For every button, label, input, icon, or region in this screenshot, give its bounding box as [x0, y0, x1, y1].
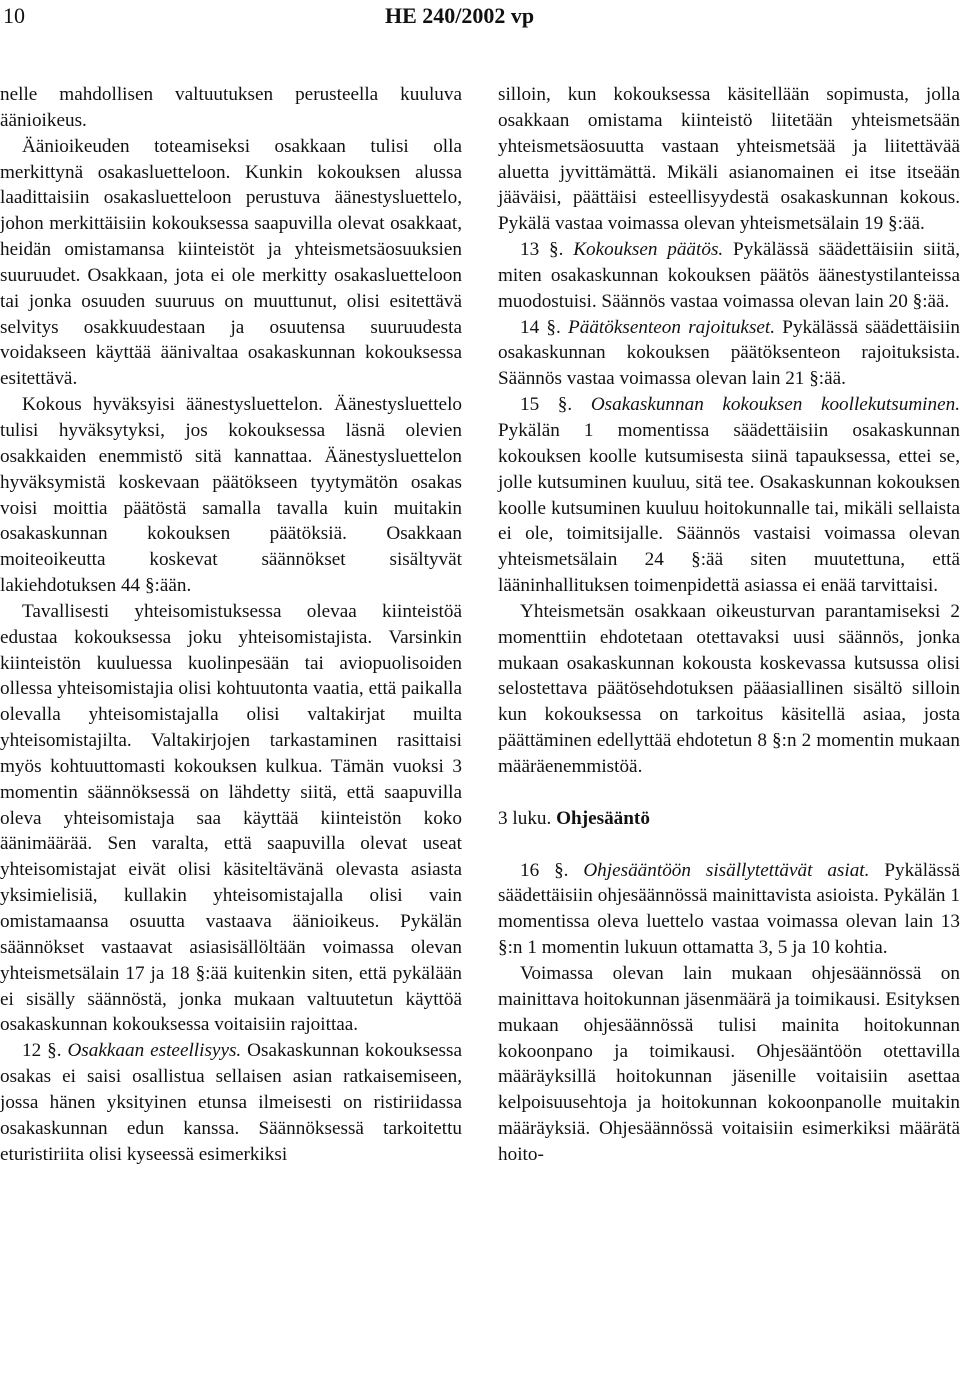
paragraph: Voimassa olevan lain mukaan ohjesäännössä on mainittava hoitokunnan jäsenmäärä ja toimikausi. Esityksen mukaan ohjesäännössä tulisi mainita hoitokunnan kokoonpano ja toimikausi. Ohjesääntöön otettavilla määräyksillä hoitokunnan jäsenille voitaisiin asettaa kelpoisuusehtoja ja hoitokunnan kokoonpanolle muitakin määräyksiä. Ohjesäännössä voitaisiin esimerkiksi määrätä hoito- [498, 963, 960, 1165]
section-title: Osakaskunnan kokouksen koollekutsuminen. [590, 394, 960, 416]
paragraph: Yhteismetsän osakkaan oikeusturvan parantamiseksi 2 momenttiin ehdotetaan otettavaksi uusi säännös, jonka mukaan osakaskunnan kokousta koskevassa kutsussa olisi selostettava päätösehdotuksen pääasiallinen sisältö silloin kun kokouksessa on tarkoitus käsitellä asiaa, josta päättäminen edellyttää ehdotetun 8 §:n 2 momentin mukaan määräenemmistöä. [498, 600, 960, 777]
chapter-heading [498, 806, 960, 832]
section-13-paragraph [498, 237, 960, 315]
paragraph: silloin, kun kokouksessa käsitellään sopimusta, jolla osakkaan omistama kiinteistö liitetään yhteismetsään yhteismetsäosuutta vastaan yhteismetsää ja liitettävää aluetta jyvittämättä. Mikäli asianomainen ei itse itseään jääväisi, päättäisi esteellisyydestä osakaskunnan kokous. Pykälä vastaa voimassa olevan yhteismetsälain 19 §:ää. [498, 84, 960, 235]
paragraph: Tavallisesti yhteisomistuksessa olevaa kiinteistöä edustaa kokouksessa joku yhteisomistajista. Varsinkin kiinteistön kuuluessa kuolinpesään tai aviopuolisoiden ollessa yhteisomistajia olisi kohtuutonta vaatia, että paikalla olevalla yhteisomistajalla olisi valtakirjat muilta yhteisomistajilta. Valtakirjojen tarkastaminen rasittaisi myös kohtuuttomasti kokouksen kulkua. Tämän vuoksi 3 momentin säännöksessä on lähdetty siitä, että saapuvilla oleva yhteisomistaja saa käyttää kiinteistön koko äänimäärää. Sen varalta, että saapuvilla olevat useat yhteisomistajat eivät olisi käsiteltävänä olevasta asiasta yksimielisiä, kullakin yhteisomistajalla olisi vain omistamaansa osuutta vastaava äänioikeus. Pykälän säännökset vastaavat asiasisällöltään voimassa olevan yhteismetsälain 17 ja 18 §:ää kuitenkin siten, että pykälään ei sisälly säännöstä, jonka mukaan valtuutetun käyttöä osakaskunnan kokouksessa voitaisiin rajoittaa. [0, 600, 462, 1036]
paragraph: Kokous hyväksyisi äänestysluettelon. Äänestysluettelo tulisi hyväksytyksi, jos kokouksessa läsnä olevien osakkaiden enemmistö sitä kannattaa. Äänestysluettelon hyväksymistä koskevaan päätökseen tyytymätön osakas voisi moittia päätöstä samalla tavalla kuin muitakin osakaskunnan kokouksen päätöksiä. Osakkaan moiteoikeutta koskevat säännökset sisältyvät lakiehdotuksen 44 §:ään. [0, 394, 462, 597]
section-text: Pykälässä säädettäisiin siitä, miten osakaskunnan kokouksen päätös äänestystilanteissa muodostuisi. Säännös vastaa voimassa olevan lain 20 §:ää. [498, 239, 960, 312]
section-text: Pykälän 1 momentissa säädettäisiin osakaskunnan kokouksen koolle kutsumisesta siinä tapauksessa, ettei se, jolle kutsuminen kuuluu, sitä tee. Osakaskunnan kokouksen koolle kutsuminen kuuluu hoitokunnalle tai, mikäli sellaista ei ole, toimitsijalle. Säännös vastaisi voimassa olevan yhteismetsälain 24 §:ää siten muutettuna, että lääninhallituksen toimenpidettä asiassa ei enää tarvittaisi. [498, 419, 960, 597]
page-number: 10 [3, 3, 25, 28]
chapter-number: 3 luku. [498, 807, 552, 829]
left-column [0, 82, 462, 1167]
section-number: 15 §. [520, 394, 573, 416]
section-title: Ohjesääntöön sisällytettävät asiat. [583, 859, 870, 881]
section-15-paragraph [498, 392, 960, 599]
section-text: Pykälässä säädettäisiin ohjesäännössä mainittavista asioista. Pykälän 1 momentissa oleva luettelo vastaa voimassa olevan lain 13 §:n 1 momentin lukuun ottamatta 3, 5 ja 10 kohtia. [498, 859, 960, 959]
section-text: Pykälässä säädettäisiin osakaskunnan kokouksen päätöksenteon rajoituksista. Säännös vastaa voimassa olevan lain 21 §:ää. [498, 316, 960, 390]
section-title: Päätöksenteon rajoitukset. [568, 316, 776, 338]
section-title: Kokouksen päätös. [573, 239, 724, 261]
chapter-title: Ohjesääntö [556, 807, 650, 829]
section-text: Osakaskunnan kokouksessa osakas ei saisi osallistua sellaisen asian ratkaisemiseen, jossa hänen yksityinen etunsa ilmeisesti on ristiriidassa osakaskunnan edun kanssa. Säännöksessä tarkoitettu eturistiriita olisi kyseessä esimerkiksi [0, 1040, 463, 1165]
section-number: 14 §. [520, 316, 561, 338]
section-14-paragraph [498, 315, 960, 393]
section-12-paragraph [0, 1038, 462, 1167]
page-header [0, 0, 960, 40]
section-number: 12 §. [22, 1040, 62, 1062]
paragraph: nelle mahdollisen valtuutuksen perusteella kuuluva äänioikeus. [0, 84, 462, 131]
section-16-paragraph [498, 858, 960, 961]
section-number: 13 §. [520, 239, 564, 261]
section-title: Osakkaan esteellisyys. [67, 1040, 242, 1062]
right-column [498, 82, 960, 1168]
paragraph: Äänioikeuden toteamiseksi osakkaan tulisi olla merkittynä osakasluetteloon. Kunkin kokouksen alussa laadittaisiin osakasluetteloon perustuva äänestysluettelo, johon merkittäisiin kokouksessa saapuvilla olevat osakkaat, heidän omistamansa kiinteistöt ja yhteismetsäosuuksien suuruudet. Osakkaan, jota ei ole merkitty osakasluetteloon tai jonka osuuden suuruus on muuttunut, olisi esitettävä selvitys osakkuudestaan ja osuutensa suuruudesta voidakseen käyttää äänivaltaa osakaskunnan kokouksessa esitettävä. [0, 135, 462, 390]
document-id: HE 240/2002 vp [385, 3, 535, 28]
section-number: 16 §. [520, 859, 569, 881]
